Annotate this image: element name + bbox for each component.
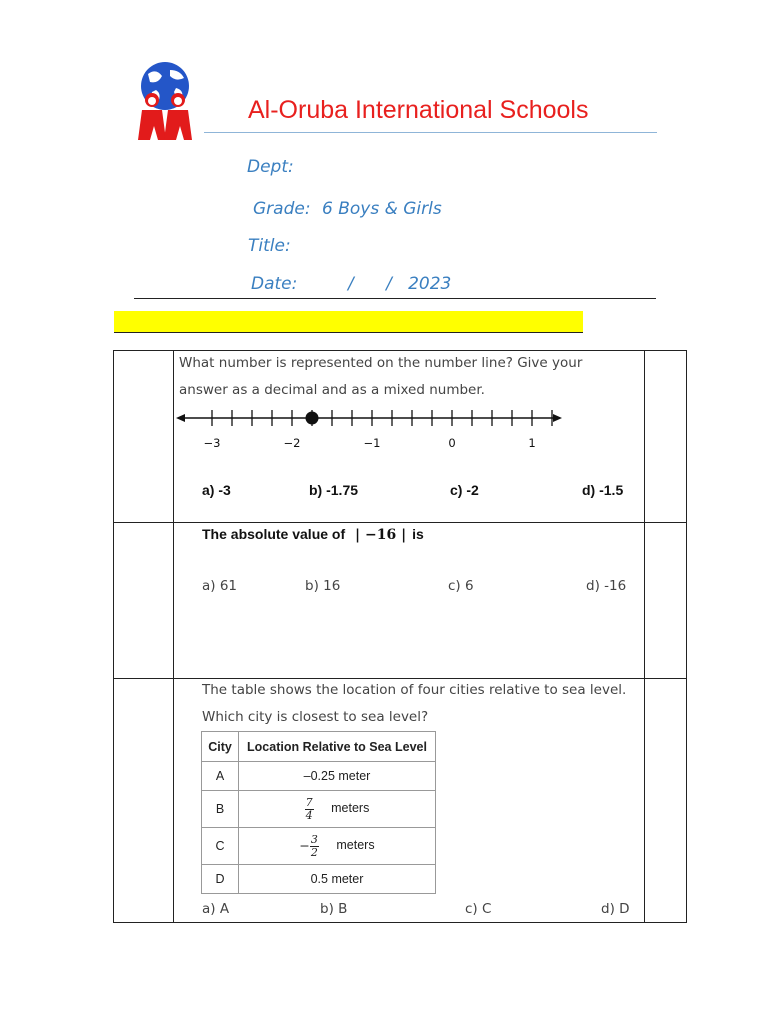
q2-prefix: The absolute value of xyxy=(202,526,346,542)
q2-suffix: is xyxy=(412,526,424,542)
highlight-bar xyxy=(114,311,583,333)
fraction: $\frac{7}{4}$ xyxy=(305,795,313,822)
table-cell-location: 0.5 meter xyxy=(239,865,436,894)
number-line-label: −2 xyxy=(283,436,301,450)
q2-option-b[interactable]: b) 16 xyxy=(305,578,341,594)
q1-text-line2: answer as a decimal and as a mixed number. xyxy=(179,382,485,398)
number-line-label: −1 xyxy=(363,436,381,450)
number-line-point xyxy=(306,412,319,425)
q1-option-b[interactable]: b) -1.75 xyxy=(309,482,359,498)
q2-option-a[interactable]: a) 61 xyxy=(202,578,238,594)
date-value: / / 2023 xyxy=(348,274,452,294)
header-divider xyxy=(134,298,656,299)
title-label: Title: xyxy=(248,236,291,256)
grade-value: 6 Boys & Girls xyxy=(321,199,442,219)
dept-label: Dept: xyxy=(247,157,294,177)
school-logo xyxy=(126,60,204,144)
grade-field xyxy=(253,199,442,219)
number-line-label: 0 xyxy=(448,436,456,450)
table-cell-city: B xyxy=(202,791,239,828)
q3-option-d[interactable]: d) D xyxy=(601,901,630,917)
grade-label: Grade: xyxy=(253,199,311,219)
table-header-location: Location Relative to Sea Level xyxy=(239,732,436,762)
q1-option-a[interactable]: a) -3 xyxy=(202,482,231,498)
row-divider-1 xyxy=(114,522,686,523)
table-row xyxy=(202,828,436,865)
fraction: $\frac{3}{2}$ xyxy=(310,832,318,859)
q3-text-line1: The table shows the location of four cities relative to sea level. xyxy=(202,682,627,698)
date-label: Date: xyxy=(251,274,298,294)
school-name: Al-Oruba International Schools xyxy=(248,96,589,124)
q2-option-d[interactable]: d) -16 xyxy=(586,578,627,594)
q2-expression: | −16 | xyxy=(355,527,407,543)
column-divider-left xyxy=(173,351,174,922)
number-line-label: 1 xyxy=(528,436,536,450)
title-divider xyxy=(204,132,657,133)
table-row xyxy=(202,791,436,828)
q2-question xyxy=(202,526,424,543)
table-cell-city: C xyxy=(202,828,239,865)
q1-text-line1: What number is represented on the number line? Give your xyxy=(179,355,583,371)
table-row xyxy=(202,865,436,894)
table-cell-location: $\frac{7}{4}$ meters xyxy=(239,791,436,828)
table-cell-location: –0.25 meter xyxy=(239,762,436,791)
table-row xyxy=(202,762,436,791)
table-cell-city: D xyxy=(202,865,239,894)
q3-option-c[interactable]: c) C xyxy=(465,901,492,917)
q1-option-d[interactable]: d) -1.5 xyxy=(582,482,624,498)
number-line-label: −3 xyxy=(203,436,221,450)
q3-option-a[interactable]: a) A xyxy=(202,901,230,917)
table-cell-city: A xyxy=(202,762,239,791)
q3-text-line2: Which city is closest to sea level? xyxy=(202,709,429,725)
q2-option-c[interactable]: c) 6 xyxy=(448,578,474,594)
sea-level-table xyxy=(201,731,436,894)
q3-option-b[interactable]: b) B xyxy=(320,901,348,917)
table-header-city: City xyxy=(202,732,239,762)
table-cell-location: − $\frac{3}{2}$ meters xyxy=(239,828,436,865)
q1-option-c[interactable]: c) -2 xyxy=(450,482,479,498)
number-line xyxy=(176,405,568,455)
column-divider-right xyxy=(644,351,645,922)
